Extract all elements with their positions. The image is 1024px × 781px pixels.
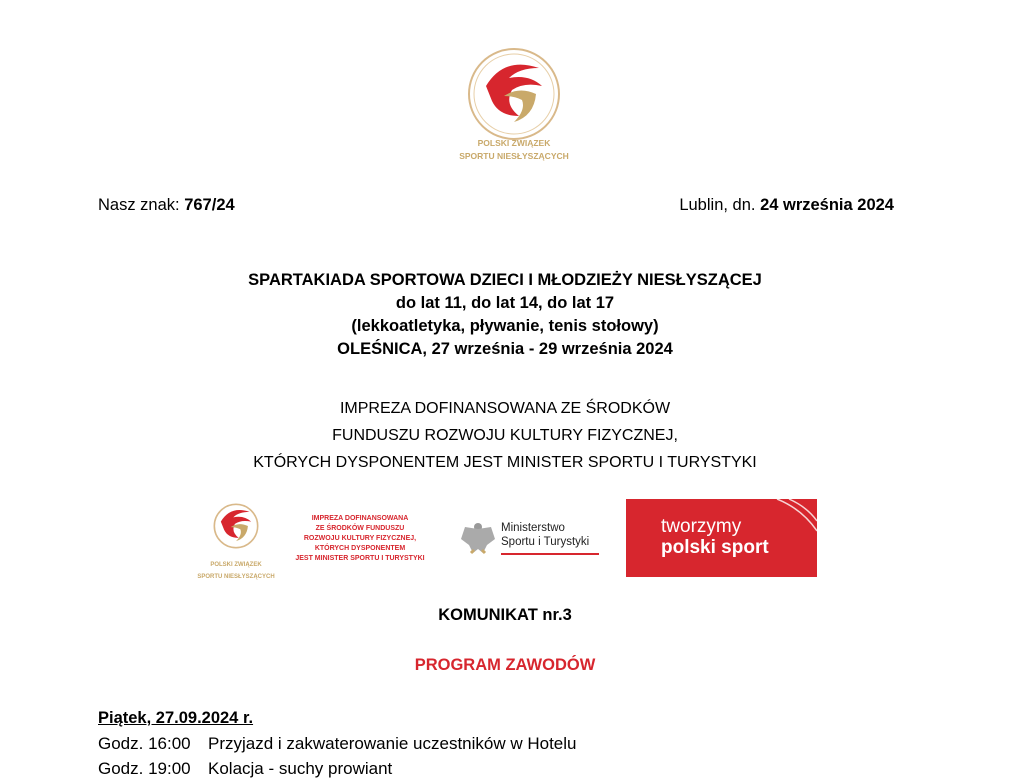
- program-title: PROGRAM ZAWODÓW: [414, 656, 596, 674]
- title-line: OLEŚNICA, 27 września - 29 września 2024: [337, 340, 673, 358]
- funding-line: KTÓRYCH DYSPONENTEM JEST MINISTER SPORTU I TURYSTYKI: [253, 454, 757, 471]
- tps-line2: polski sport: [661, 537, 769, 558]
- title-line: do lat 11, do lat 14, do lat 17: [395, 294, 615, 312]
- place-date: [679, 194, 894, 217]
- funding-note: [0, 395, 1010, 476]
- eagle-emblem-icon: [459, 519, 497, 557]
- ministry-line: Ministerstwo: [501, 522, 565, 534]
- ministry-logo: [459, 517, 604, 559]
- track-lines-icon: [757, 499, 817, 539]
- logo-text-line: SPORTU NIESŁYSZĄCYCH: [459, 151, 569, 161]
- pzsn-logo-small: [196, 500, 276, 583]
- tworzymy-polski-sport-logo: [626, 499, 817, 577]
- schedule-row: [98, 756, 577, 781]
- logo-text-line: POLSKI ZWIĄZEK: [210, 562, 262, 568]
- place-label: Lublin, dn.: [679, 196, 761, 214]
- ministry-line: Sportu i Turystyki: [501, 536, 590, 548]
- fund-logo: [280, 514, 440, 564]
- pzsn-logo-text: [414, 137, 614, 163]
- fund-line: ROZWOJU KULTURY FIZYCZNEJ,: [303, 535, 417, 542]
- schedule-time: Godz. 19:00: [98, 759, 191, 778]
- event-title: [0, 269, 1010, 361]
- ref-label: Nasz znak:: [98, 196, 185, 214]
- schedule-time: Godz. 16:00: [98, 734, 191, 753]
- ministry-underline: [501, 553, 599, 555]
- ref-value: 767/24: [184, 196, 235, 214]
- pzsn-logo: [464, 46, 564, 146]
- fund-line: IMPREZA DOFINANSOWANA: [311, 515, 409, 522]
- tps-line1: tworzymy: [661, 516, 742, 537]
- logo-text-line: SPORTU NIESŁYSZĄCYCH: [197, 574, 275, 580]
- day-heading: Piątek, 27.09.2024 r.: [98, 709, 254, 727]
- title-line: SPARTAKIADA SPORTOWA DZIECI I MŁODZIEŻY NIESŁYSZĄCEJ: [248, 271, 762, 289]
- reference-number: [98, 194, 235, 217]
- funding-line: IMPREZA DOFINANSOWANA ZE ŚRODKÓW: [339, 400, 671, 417]
- schedule-row: [98, 731, 577, 756]
- pzsn-emblem-icon: [196, 500, 276, 552]
- title-line: (lekkoatletyka, pływanie, tenis stołowy): [351, 317, 659, 335]
- pzsn-emblem-icon: [464, 46, 564, 142]
- date-value: 24 września 2024: [760, 196, 894, 214]
- schedule-desc: Przyjazd i zakwaterowanie uczestników w Hotelu: [208, 734, 577, 753]
- schedule-desc: Kolacja - suchy prowiant: [208, 759, 393, 778]
- fund-line: JEST MINISTER SPORTU I TURYSTYKI: [295, 555, 425, 562]
- schedule: [98, 731, 577, 781]
- funding-line: FUNDUSZU ROZWOJU KULTURY FIZYCZNEJ,: [332, 427, 678, 444]
- komunikat-title: KOMUNIKAT nr.3: [438, 606, 572, 624]
- fund-line: ZE ŚRODKÓW FUNDUSZU: [315, 525, 405, 532]
- logo-text-line: POLSKI ZWIĄZEK: [477, 138, 551, 148]
- fund-line: KTÓRYCH DYSPONENTEM: [314, 545, 406, 552]
